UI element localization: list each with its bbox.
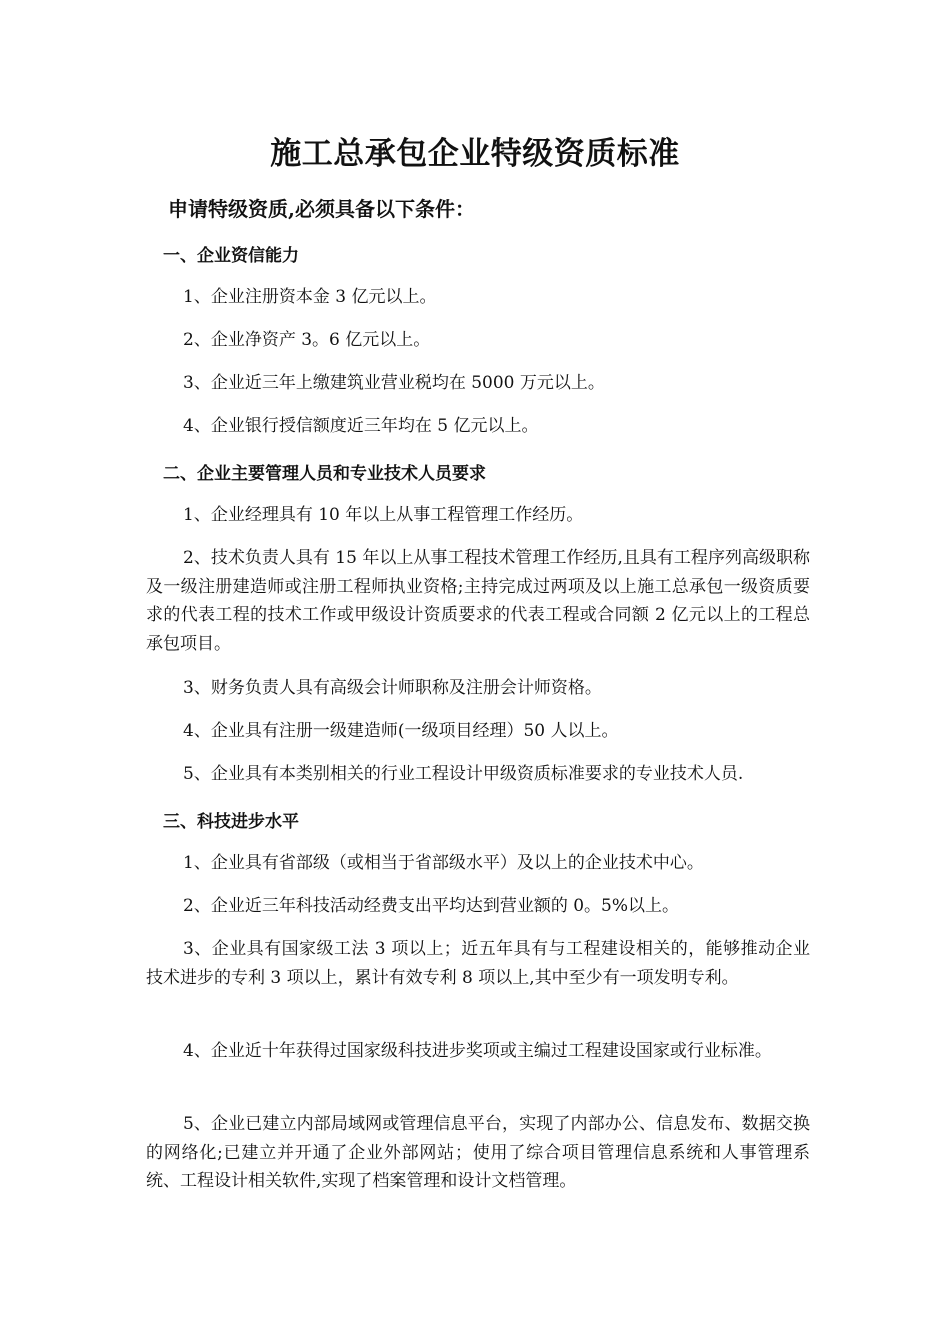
list-item: 5、企业具有本类别相关的行业工程设计甲级资质标准要求的专业技术人员. [183, 764, 744, 784]
list-item: 5、企业已建立内部局域网或管理信息平台，实现了内部办公、信息发布、数据交换的网络化;已建立并开通了企业外部网站；使用了综合项目管理信息系统和人事管理系统、工程设计相关软件,实现了档案管理和设计文档管理。 [146, 1114, 810, 1191]
section-heading-technology: 三、科技进步水平 [163, 812, 299, 832]
list-item: 3、财务负责人具有高级会计师职称及注册会计师资格。 [183, 678, 602, 698]
list-item: 2、企业近三年科技活动经费支出平均达到营业额的 0。5%以上。 [183, 896, 680, 916]
list-item: 4、企业银行授信额度近三年均在 5 亿元以上。 [183, 416, 539, 436]
list-item: 1、企业注册资本金 3 亿元以上。 [183, 287, 437, 307]
section-heading-credit: 一、企业资信能力 [163, 246, 299, 266]
list-item: 4、企业具有注册一级建造师(一级项目经理）50 人以上。 [183, 721, 619, 741]
section-heading-personnel: 二、企业主要管理人员和专业技术人员要求 [163, 464, 486, 484]
list-item: 4、企业近十年获得过国家级科技进步奖项或主编过工程建设国家或行业标准。 [183, 1041, 772, 1061]
list-item: 3、企业具有国家级工法 3 项以上；近五年具有与工程建设相关的，能够推动企业技术进步的专利 3 项以上，累计有效专利 8 项以上,其中至少有一项发明专利。 [146, 939, 810, 988]
list-item: 1、企业具有省部级（或相当于省部级水平）及以上的企业技术中心。 [183, 853, 704, 873]
list-item: 2、技术负责人具有 15 年以上从事工程技术管理工作经历,且具有工程序列高级职称及一级注册建造师或注册工程师执业资格;主持完成过两项及以上施工总承包一级资质要求的代表工程的技术工作或甲级设计资质要求的代表工程或合同额 2 亿元以上的工程总承包项目。 [146, 548, 810, 654]
list-item: 2、企业净资产 3。6 亿元以上。 [183, 330, 431, 350]
document-subtitle: 申请特级资质,必须具备以下条件： [168, 197, 475, 221]
list-item: 1、企业经理具有 10 年以上从事工程管理工作经历。 [183, 505, 584, 525]
document-title: 施工总承包企业特级资质标准 [270, 136, 680, 172]
list-item: 3、企业近三年上缴建筑业营业税均在 5000 万元以上。 [183, 373, 605, 393]
